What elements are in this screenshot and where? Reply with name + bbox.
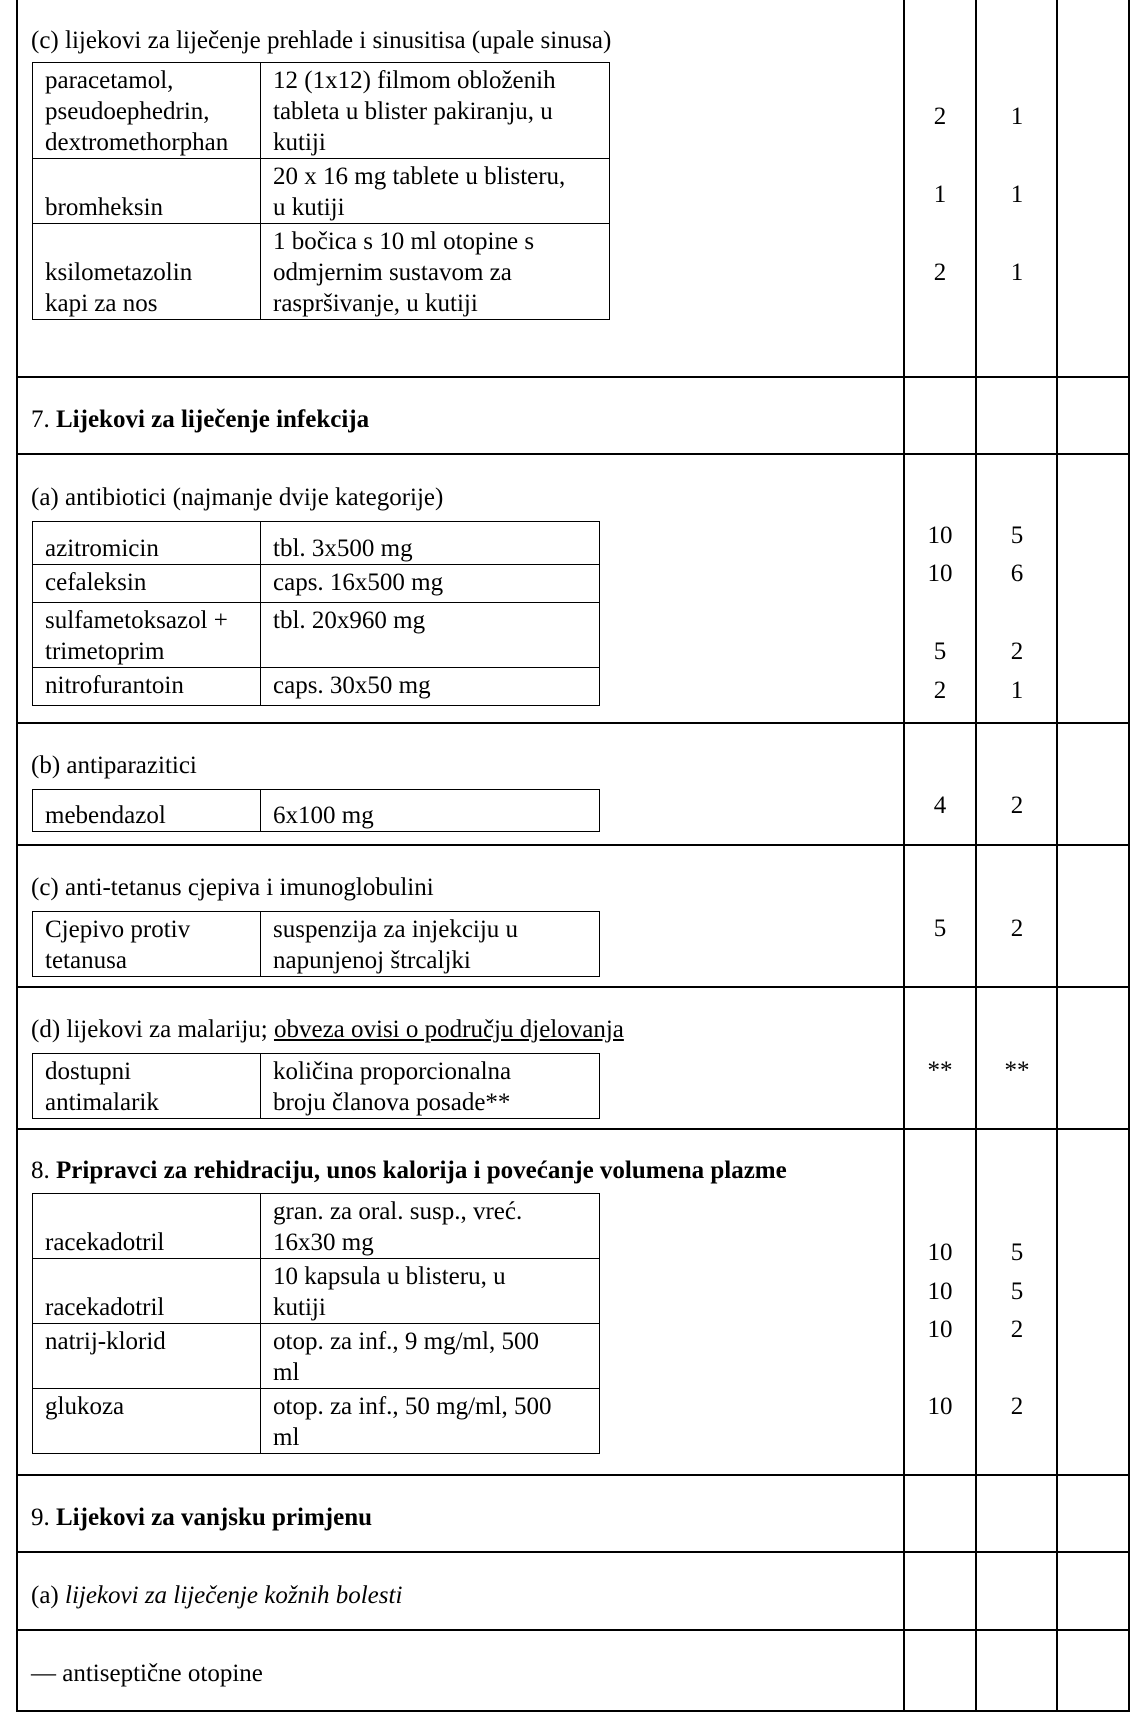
section-heading-7	[31, 404, 369, 435]
medicine-name: dostupni antimalarik	[33, 1054, 261, 1119]
quantity-b: 2	[1010, 638, 1024, 665]
quantity-b: 2	[1010, 792, 1024, 819]
section-title: Pripravci za rehidraciju, unos kalorija i povećanje volumena plazme	[56, 1157, 787, 1184]
medicine-form: otop. za inf., 9 mg/ml, 500 ml	[261, 1324, 600, 1389]
quantity-a: 10	[927, 522, 953, 549]
quantity-a: 10	[927, 1239, 953, 1266]
table-row	[33, 1324, 600, 1389]
medicine-form: tbl. 20x960 mg	[261, 603, 600, 668]
table-border-left	[16, 0, 18, 1712]
quantity-b: 2	[1010, 1316, 1024, 1343]
table-row	[33, 912, 600, 977]
medicine-name: paracetamol, pseudoephedrin, dextromethorphan	[33, 63, 261, 159]
medicine-table-tetanus	[32, 911, 600, 977]
medicine-form: 12 (1x12) filmom obloženih tableta u blister pakiranju, u kutiji	[261, 63, 610, 159]
list-item: — antiseptične otopine	[31, 1660, 263, 1687]
medicine-form: 1 bočica s 10 ml otopine s odmjernim sustavom za raspršivanje, u kutiji	[261, 224, 610, 320]
quantity-b: 1	[1010, 259, 1024, 286]
section-title: Lijekovi za liječenje infekcija	[56, 406, 370, 433]
medicine-name: natrij-klorid	[33, 1324, 261, 1389]
medicine-form: gran. za oral. susp., vreć. 16x30 mg	[261, 1194, 600, 1259]
medicine-form: 10 kapsula u blisteru, u kutiji	[261, 1259, 600, 1324]
column-divider-3	[1056, 0, 1058, 1712]
quantity-a: 10	[927, 1393, 953, 1420]
row-divider	[16, 1629, 1130, 1631]
quantity-a: 2	[933, 259, 947, 286]
section-number: 8.	[31, 1157, 50, 1184]
section-number: 7.	[31, 406, 50, 433]
medicine-name: cefaleksin	[33, 565, 261, 603]
quantity-b: 1	[1010, 677, 1024, 704]
table-row	[33, 565, 600, 603]
section-heading-9	[31, 1502, 372, 1533]
medicine-table-antibiotics	[32, 521, 600, 706]
quantity-b: 1	[1010, 103, 1024, 130]
quantity-a: 5	[933, 915, 947, 942]
quantity-b: 5	[1010, 522, 1024, 549]
section-heading-skin	[31, 1580, 402, 1611]
table-row	[33, 603, 600, 668]
row-divider	[16, 986, 1130, 988]
quantity-b: 2	[1010, 915, 1024, 942]
medicine-name: glukoza	[33, 1389, 261, 1454]
table-border-bottom	[16, 1710, 1130, 1712]
medicine-name: azitromicin	[33, 522, 261, 565]
heading-prefix: (a)	[31, 1582, 65, 1609]
row-divider	[16, 722, 1130, 724]
table-row	[33, 224, 610, 320]
heading-text: (d) lijekovi za malariju;	[31, 1016, 274, 1043]
medicine-form: otop. za inf., 50 mg/ml, 500 ml	[261, 1389, 600, 1454]
medicine-form: caps. 30x50 mg	[261, 668, 600, 706]
section-heading-tetanus: (c) anti-tetanus cjepiva i imunoglobulini	[31, 874, 434, 901]
quantity-a: 2	[933, 677, 947, 704]
row-divider	[16, 1551, 1130, 1553]
section-heading-8	[31, 1155, 787, 1186]
table-row	[33, 1194, 600, 1259]
quantity-a: 10	[927, 1316, 953, 1343]
medicine-form: suspenzija za injekciju u napunjenoj štrcaljki	[261, 912, 600, 977]
medicine-table-malaria	[32, 1053, 600, 1119]
medicine-form: tbl. 3x500 mg	[261, 522, 600, 565]
table-border-right	[1128, 0, 1130, 1712]
quantity-a: **	[927, 1057, 953, 1084]
section-title: Lijekovi za vanjsku primjenu	[56, 1504, 373, 1531]
table-row	[33, 1389, 600, 1454]
quantity-a: 1	[933, 181, 947, 208]
section-heading-cold: (c) lijekovi za liječenje prehlade i sinusitisa (upale sinusa)	[31, 27, 612, 54]
column-divider-2	[975, 0, 977, 1712]
table-row	[33, 790, 600, 832]
row-divider	[16, 1128, 1130, 1130]
section-heading-malaria	[31, 1014, 624, 1045]
table-row	[33, 668, 600, 706]
table-row	[33, 522, 600, 565]
quantity-a: 10	[927, 1278, 953, 1305]
quantity-b: 2	[1010, 1393, 1024, 1420]
medicine-name: Cjepivo protiv tetanusa	[33, 912, 261, 977]
quantity-a: 2	[933, 103, 947, 130]
row-divider	[16, 376, 1130, 378]
medicine-table-rehydration	[32, 1193, 600, 1454]
row-divider	[16, 844, 1130, 846]
medicine-table-antiparasitics	[32, 789, 600, 832]
quantity-a: 10	[927, 560, 953, 587]
table-row	[33, 159, 610, 224]
medicine-name: bromheksin	[33, 159, 261, 224]
section-heading-antiparasitics: (b) antiparazitici	[31, 752, 197, 779]
heading-text: lijekovi za liječenje kožnih bolesti	[65, 1582, 403, 1609]
quantity-b: 1	[1010, 181, 1024, 208]
row-divider	[16, 1474, 1130, 1476]
medicine-name: racekadotril	[33, 1194, 261, 1259]
table-row	[33, 1054, 600, 1119]
medicine-name: ksilometazolin kapi za nos	[33, 224, 261, 320]
medicine-form: 20 x 16 mg tablete u blisteru, u kutiji	[261, 159, 610, 224]
section-heading-antibiotics: (a) antibiotici (najmanje dvije kategorije)	[31, 484, 444, 511]
quantity-b: **	[1004, 1057, 1030, 1084]
table-row	[33, 63, 610, 159]
medicine-name: nitrofurantoin	[33, 668, 261, 706]
row-divider	[16, 453, 1130, 455]
medicine-form: količina proporcionalna broju članova posade**	[261, 1054, 600, 1119]
heading-note-underlined: obveza ovisi o području djelovanja	[273, 1016, 624, 1043]
quantity-a: 4	[933, 792, 947, 819]
medicine-form: 6x100 mg	[261, 790, 600, 832]
medicine-name: racekadotril	[33, 1259, 261, 1324]
medicine-name: mebendazol	[33, 790, 261, 832]
section-number: 9.	[31, 1504, 50, 1531]
quantity-b: 5	[1010, 1239, 1024, 1266]
quantity-b: 5	[1010, 1278, 1024, 1305]
medicine-table-cold	[32, 62, 610, 320]
medicine-name: sulfametoksazol + trimetoprim	[33, 603, 261, 668]
medicine-form: caps. 16x500 mg	[261, 565, 600, 603]
quantity-a: 5	[933, 638, 947, 665]
table-row	[33, 1259, 600, 1324]
quantity-b: 6	[1010, 560, 1024, 587]
